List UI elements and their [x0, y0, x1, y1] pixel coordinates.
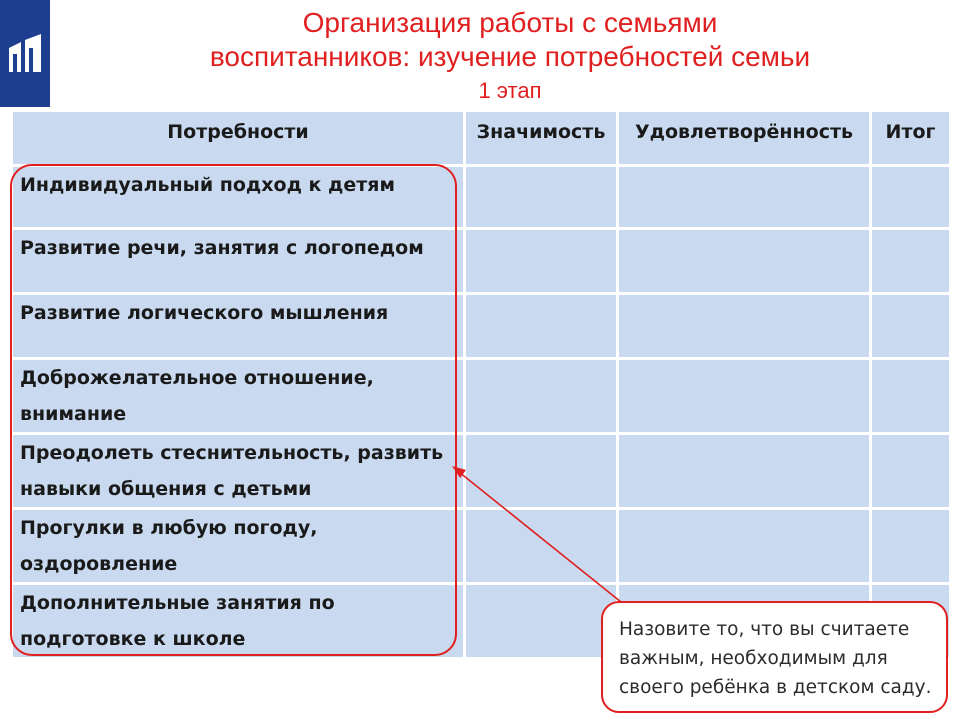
header-satisfaction: Удовлетворённость: [619, 112, 869, 164]
need-cell: Индивидуальный подход к детям: [13, 167, 463, 227]
need-cell: Прогулки в любую погоду, оздоровление: [13, 510, 463, 582]
header-importance: Значимость: [466, 112, 616, 164]
callout-box: [601, 601, 948, 713]
title-line-1: Организация работы с семьями: [302, 7, 718, 38]
callout-text: Назовите то, что вы считаете важным, необходимым для своего ребёнка в детском саду.: [619, 619, 932, 698]
need-cell: Доброжелательное отношение, внимание: [13, 360, 463, 432]
need-cell: Развитие речи, занятия с логопедом: [13, 230, 463, 292]
need-cell: Дополнительные занятия по подготовке к школе: [13, 585, 463, 657]
title-line-2: воспитанников: изучение потребностей семьи: [209, 41, 811, 72]
stage-label: 1 этап: [478, 78, 542, 103]
header-total: Итог: [872, 112, 949, 164]
need-cell: Развитие логического мышления: [13, 295, 463, 357]
header-needs: Потребности: [13, 112, 463, 164]
need-cell: Преодолеть стеснительность, развить навыки общения с детьми: [13, 435, 463, 507]
